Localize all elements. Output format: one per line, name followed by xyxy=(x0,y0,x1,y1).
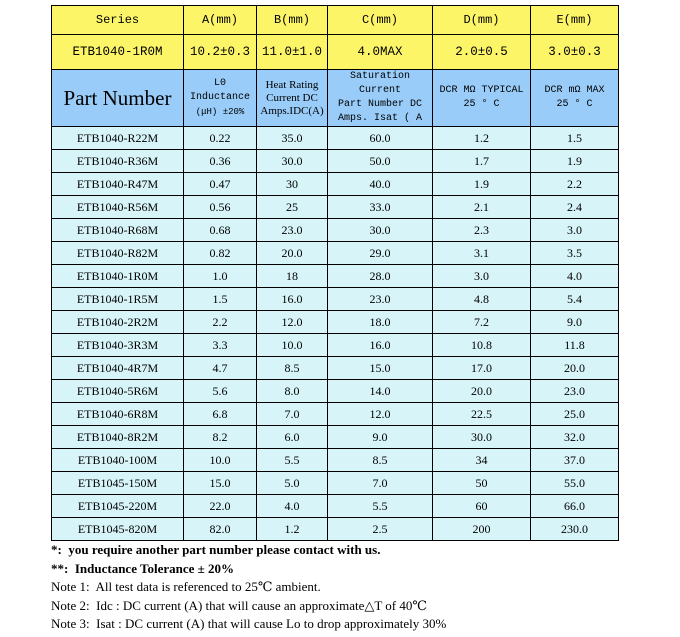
cell-saturation: 14.0 xyxy=(328,380,433,403)
table-row xyxy=(52,426,619,449)
table-row xyxy=(52,288,619,311)
note-star1-mark: *: xyxy=(51,542,62,557)
cell-dcr-typical: 50 xyxy=(433,472,531,495)
size-val-b: 11.0±1.0 xyxy=(257,35,328,70)
cell-part-number: ETB1040-R82M xyxy=(52,242,184,265)
table-row xyxy=(52,449,619,472)
cell-dcr-typical: 1.2 xyxy=(433,127,531,150)
cell-heat-rating: 35.0 xyxy=(257,127,328,150)
cell-dcr-max: 3.5 xyxy=(531,242,619,265)
cell-part-number: ETB1040-R47M xyxy=(52,173,184,196)
cell-heat-rating: 7.0 xyxy=(257,403,328,426)
table-row xyxy=(52,403,619,426)
cell-dcr-max: 1.9 xyxy=(531,150,619,173)
cell-saturation: 2.5 xyxy=(328,518,433,541)
cell-saturation: 33.0 xyxy=(328,196,433,219)
table-row xyxy=(52,196,619,219)
cell-part-number: ETB1040-R36M xyxy=(52,150,184,173)
cell-heat-rating: 16.0 xyxy=(257,288,328,311)
cell-saturation: 15.0 xyxy=(328,357,433,380)
table-row xyxy=(52,265,619,288)
cell-dcr-max: 4.0 xyxy=(531,265,619,288)
cell-dcr-typical: 20.0 xyxy=(433,380,531,403)
cell-saturation: 29.0 xyxy=(328,242,433,265)
cell-part-number: ETB1045-220M xyxy=(52,495,184,518)
cell-dcr-max: 3.0 xyxy=(531,219,619,242)
cell-saturation: 28.0 xyxy=(328,265,433,288)
cell-dcr-max: 25.0 xyxy=(531,403,619,426)
cell-part-number: ETB1040-100M xyxy=(52,449,184,472)
note-2-text: Idc : DC current (A) that will cause an approximate△T of 40℃ xyxy=(96,597,427,613)
cell-dcr-max: 23.0 xyxy=(531,380,619,403)
table-row xyxy=(52,127,619,150)
cell-dcr-max: 230.0 xyxy=(531,518,619,541)
cell-inductance: 1.0 xyxy=(184,265,257,288)
cell-part-number: ETB1045-150M xyxy=(52,472,184,495)
part-number-header: Part Number xyxy=(52,70,184,127)
cell-heat-rating: 25 xyxy=(257,196,328,219)
cell-dcr-typical: 1.7 xyxy=(433,150,531,173)
notes-section xyxy=(51,541,651,634)
cell-inductance: 0.36 xyxy=(184,150,257,173)
cell-heat-rating: 23.0 xyxy=(257,219,328,242)
heat-rating-header: Heat Rating Current DC Amps.IDC(A) xyxy=(257,70,328,127)
cell-dcr-typical: 2.3 xyxy=(433,219,531,242)
size-col-a: A(mm) xyxy=(184,6,257,35)
cell-inductance: 2.2 xyxy=(184,311,257,334)
cell-dcr-max: 20.0 xyxy=(531,357,619,380)
cell-heat-rating: 1.2 xyxy=(257,518,328,541)
note-2 xyxy=(51,597,651,616)
cell-dcr-typical: 60 xyxy=(433,495,531,518)
cell-saturation: 18.0 xyxy=(328,311,433,334)
cell-dcr-max: 1.5 xyxy=(531,127,619,150)
inductance-header: L0 Inductance (μH) ±20% xyxy=(184,70,257,127)
size-col-c: C(mm) xyxy=(328,6,433,35)
cell-dcr-max: 37.0 xyxy=(531,449,619,472)
note-star1-text: you require another part number please contact with us. xyxy=(68,542,381,557)
table-row xyxy=(52,150,619,173)
cell-saturation: 50.0 xyxy=(328,150,433,173)
table-row xyxy=(52,380,619,403)
cell-saturation: 8.5 xyxy=(328,449,433,472)
note-star2-text: Inductance Tolerance ± 20% xyxy=(74,560,235,576)
cell-inductance: 0.82 xyxy=(184,242,257,265)
cell-part-number: ETB1040-4R7M xyxy=(52,357,184,380)
cell-heat-rating: 5.0 xyxy=(257,472,328,495)
cell-saturation: 9.0 xyxy=(328,426,433,449)
dcr-max-header: DCR mΩ MAX 25 ° C xyxy=(531,70,619,127)
note-1-mark: Note 1: xyxy=(51,579,90,595)
size-val-e: 3.0±0.3 xyxy=(531,35,619,70)
note-3-mark: Note 3: xyxy=(51,616,90,632)
cell-saturation: 12.0 xyxy=(328,403,433,426)
cell-inductance: 15.0 xyxy=(184,472,257,495)
cell-part-number: ETB1040-R56M xyxy=(52,196,184,219)
cell-dcr-typical: 4.8 xyxy=(433,288,531,311)
size-values-row xyxy=(52,35,619,70)
note-star2 xyxy=(51,560,651,579)
cell-heat-rating: 8.0 xyxy=(257,380,328,403)
cell-heat-rating: 5.5 xyxy=(257,449,328,472)
cell-part-number: ETB1040-R68M xyxy=(52,219,184,242)
size-val-a: 10.2±0.3 xyxy=(184,35,257,70)
cell-part-number: ETB1040-5R6M xyxy=(52,380,184,403)
table-row xyxy=(52,173,619,196)
cell-inductance: 6.8 xyxy=(184,403,257,426)
series-label: Series xyxy=(52,6,184,35)
cell-dcr-typical: 3.0 xyxy=(433,265,531,288)
note-1-text: All test data is referenced to 25℃ ambient. xyxy=(95,579,321,595)
cell-part-number: ETB1040-6R8M xyxy=(52,403,184,426)
cell-part-number: ETB1040-3R3M xyxy=(52,334,184,357)
cell-saturation: 5.5 xyxy=(328,495,433,518)
table-row xyxy=(52,518,619,541)
series-header-row xyxy=(52,6,619,35)
cell-saturation: 16.0 xyxy=(328,334,433,357)
cell-inductance: 10.0 xyxy=(184,449,257,472)
cell-heat-rating: 10.0 xyxy=(257,334,328,357)
cell-dcr-typical: 3.1 xyxy=(433,242,531,265)
note-2-mark: Note 2: xyxy=(51,597,90,613)
note-3 xyxy=(51,615,651,634)
cell-dcr-max: 32.0 xyxy=(531,426,619,449)
size-val-c: 4.0MAX xyxy=(328,35,433,70)
model-name: ETB1040-1R0M xyxy=(52,35,184,70)
cell-dcr-typical: 17.0 xyxy=(433,357,531,380)
cell-inductance: 0.47 xyxy=(184,173,257,196)
saturation-header: Saturation Current Part Number DC Amps. Isat ( A xyxy=(328,70,433,127)
cell-inductance: 1.5 xyxy=(184,288,257,311)
cell-part-number: ETB1040-1R5M xyxy=(52,288,184,311)
cell-heat-rating: 4.0 xyxy=(257,495,328,518)
cell-dcr-typical: 7.2 xyxy=(433,311,531,334)
cell-inductance: 22.0 xyxy=(184,495,257,518)
cell-dcr-max: 2.4 xyxy=(531,196,619,219)
cell-inductance: 82.0 xyxy=(184,518,257,541)
table-row xyxy=(52,242,619,265)
cell-heat-rating: 30.0 xyxy=(257,150,328,173)
data-rows xyxy=(52,127,619,541)
cell-saturation: 40.0 xyxy=(328,173,433,196)
size-val-d: 2.0±0.5 xyxy=(433,35,531,70)
table-row xyxy=(52,357,619,380)
cell-dcr-max: 55.0 xyxy=(531,472,619,495)
cell-inductance: 0.68 xyxy=(184,219,257,242)
cell-part-number: ETB1045-820M xyxy=(52,518,184,541)
cell-saturation: 7.0 xyxy=(328,472,433,495)
size-col-d: D(mm) xyxy=(433,6,531,35)
note-star2-mark: **: xyxy=(51,560,69,576)
table-row xyxy=(52,311,619,334)
table-row xyxy=(52,334,619,357)
note-star1 xyxy=(51,541,651,560)
cell-inductance: 4.7 xyxy=(184,357,257,380)
cell-inductance: 8.2 xyxy=(184,426,257,449)
dcr-typical-header: DCR MΩ TYPICAL 25 ° C xyxy=(433,70,531,127)
column-header-row xyxy=(52,70,619,127)
note-1 xyxy=(51,578,651,597)
cell-inductance: 5.6 xyxy=(184,380,257,403)
cell-heat-rating: 6.0 xyxy=(257,426,328,449)
cell-inductance: 0.22 xyxy=(184,127,257,150)
cell-saturation: 30.0 xyxy=(328,219,433,242)
cell-part-number: ETB1040-1R0M xyxy=(52,265,184,288)
cell-dcr-typical: 200 xyxy=(433,518,531,541)
cell-dcr-typical: 10.8 xyxy=(433,334,531,357)
table-row xyxy=(52,472,619,495)
cell-dcr-max: 66.0 xyxy=(531,495,619,518)
table-row xyxy=(52,495,619,518)
cell-dcr-max: 9.0 xyxy=(531,311,619,334)
cell-heat-rating: 8.5 xyxy=(257,357,328,380)
cell-dcr-typical: 1.9 xyxy=(433,173,531,196)
inductor-spec-table xyxy=(51,5,619,541)
cell-part-number: ETB1040-8R2M xyxy=(52,426,184,449)
cell-inductance: 3.3 xyxy=(184,334,257,357)
cell-part-number: ETB1040-2R2M xyxy=(52,311,184,334)
cell-dcr-max: 5.4 xyxy=(531,288,619,311)
cell-dcr-typical: 30.0 xyxy=(433,426,531,449)
cell-dcr-typical: 22.5 xyxy=(433,403,531,426)
cell-dcr-typical: 2.1 xyxy=(433,196,531,219)
cell-heat-rating: 20.0 xyxy=(257,242,328,265)
cell-heat-rating: 18 xyxy=(257,265,328,288)
cell-inductance: 0.56 xyxy=(184,196,257,219)
table-row xyxy=(52,219,619,242)
cell-part-number: ETB1040-R22M xyxy=(52,127,184,150)
cell-saturation: 23.0 xyxy=(328,288,433,311)
cell-heat-rating: 30 xyxy=(257,173,328,196)
cell-dcr-max: 2.2 xyxy=(531,173,619,196)
size-col-e: E(mm) xyxy=(531,6,619,35)
size-col-b: B(mm) xyxy=(257,6,328,35)
cell-dcr-max: 11.8 xyxy=(531,334,619,357)
note-3-text: Isat : DC current (A) that will cause Lo to drop approximately 30% xyxy=(96,616,447,632)
cell-saturation: 60.0 xyxy=(328,127,433,150)
cell-heat-rating: 12.0 xyxy=(257,311,328,334)
cell-dcr-typical: 34 xyxy=(433,449,531,472)
